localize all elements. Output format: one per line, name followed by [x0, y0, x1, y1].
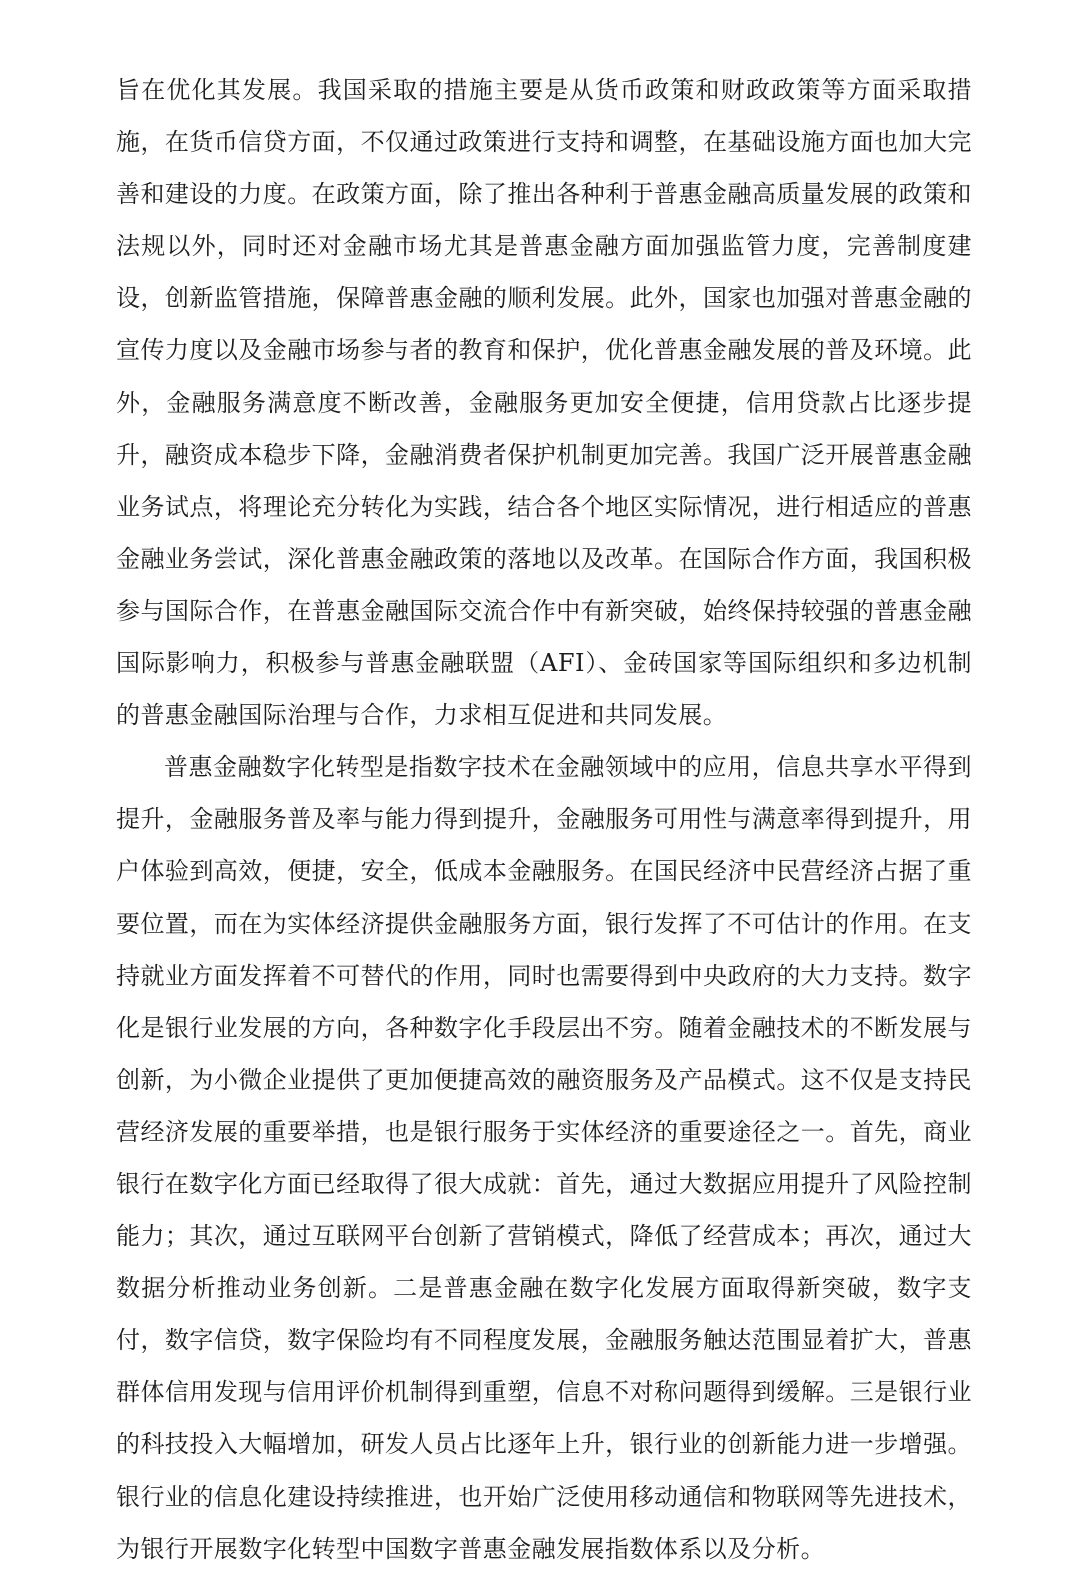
paragraph-1: 旨在优化其发展。我国采取的措施主要是从货币政策和财政政策等方面采取措施，在货币信贷方面，不仅通过政策进行支持和调整，在基础设施方面也加大完善和建设的力度。在政策方面，除了推出各种利于普惠金融高质量发展的政策和法规以外，同时还对金融市场尤其是普惠金融方面加强监管力度，完善制度建设，创新监管措施，保障普惠金融的顺利发展。此外，国家也加强对普惠金融的宣传力度以及金融市场参与者的教育和保护，优化普惠金融发展的普及环境。此外，金融服务满意度不断改善，金融服务更加安全便捷，信用贷款占比逐步提升，融资成本稳步下降，金融消费者保护机制更加完善。我国广泛开展普惠金融业务试点，将理论充分转化为实践，结合各个地区实际情况，进行相适应的普惠金融业务尝试，深化普惠金融政策的落地以及改革。在国际合作方面，我国积极参与国际合作，在普惠金融国际交流合作中有新突破，始终保持较强的普惠金融国际影响力，积极参与普惠金融联盟（AFI）、金砖国家等国际组织和多边机制的普惠金融国际治理与合作，力求相互促进和共同发展。	[116, 76, 972, 730]
paragraph-2: 普惠金融数字化转型是指数字技术在金融领域中的应用，信息共享水平得到提升，金融服务普及率与能力得到提升，金融服务可用性与满意率得到提升，用户体验到高效，便捷，安全，低成本金融服务。在国民经济中民营经济占据了重要位置，而在为实体经济提供金融服务方面，银行发挥了不可估计的作用。在支持就业方面发挥着不可替代的作用，同时也需要得到中央政府的大力支持。数字化是银行业发展的方向，各种数字化手段层出不穷。随着金融技术的不断发展与创新，为小微企业提供了更加便捷高效的融资服务及产品模式。这不仅是支持民营经济发展的重要举措，也是银行服务于实体经济的重要途径之一。首先，商业银行在数字化方面已经取得了很大成就：首先，通过大数据应用提升了风险控制能力；其次，通过互联网平台创新了营销模式，降低了经营成本；再次，通过大数据分析推动业务创新。二是普惠金融在数字化发展方面取得新突破，数字支付，数字信贷，数字保险均有不同程度发展，金融服务触达范围显着扩大，普惠群体信用发现与信用评价机制得到重塑，信息不对称问题得到缓解。三是银行业的科技投入大幅增加，研发人员占比逐年上升，银行业的创新能力进一步增强。银行业的信息化建设持续推进，也开始广泛使用移动通信和物联网等先进技术，为银行开展数字化转型中国数字普惠金融发展指数体系以及分析。	[116, 753, 972, 1563]
document-page	[116, 64, 972, 1575]
